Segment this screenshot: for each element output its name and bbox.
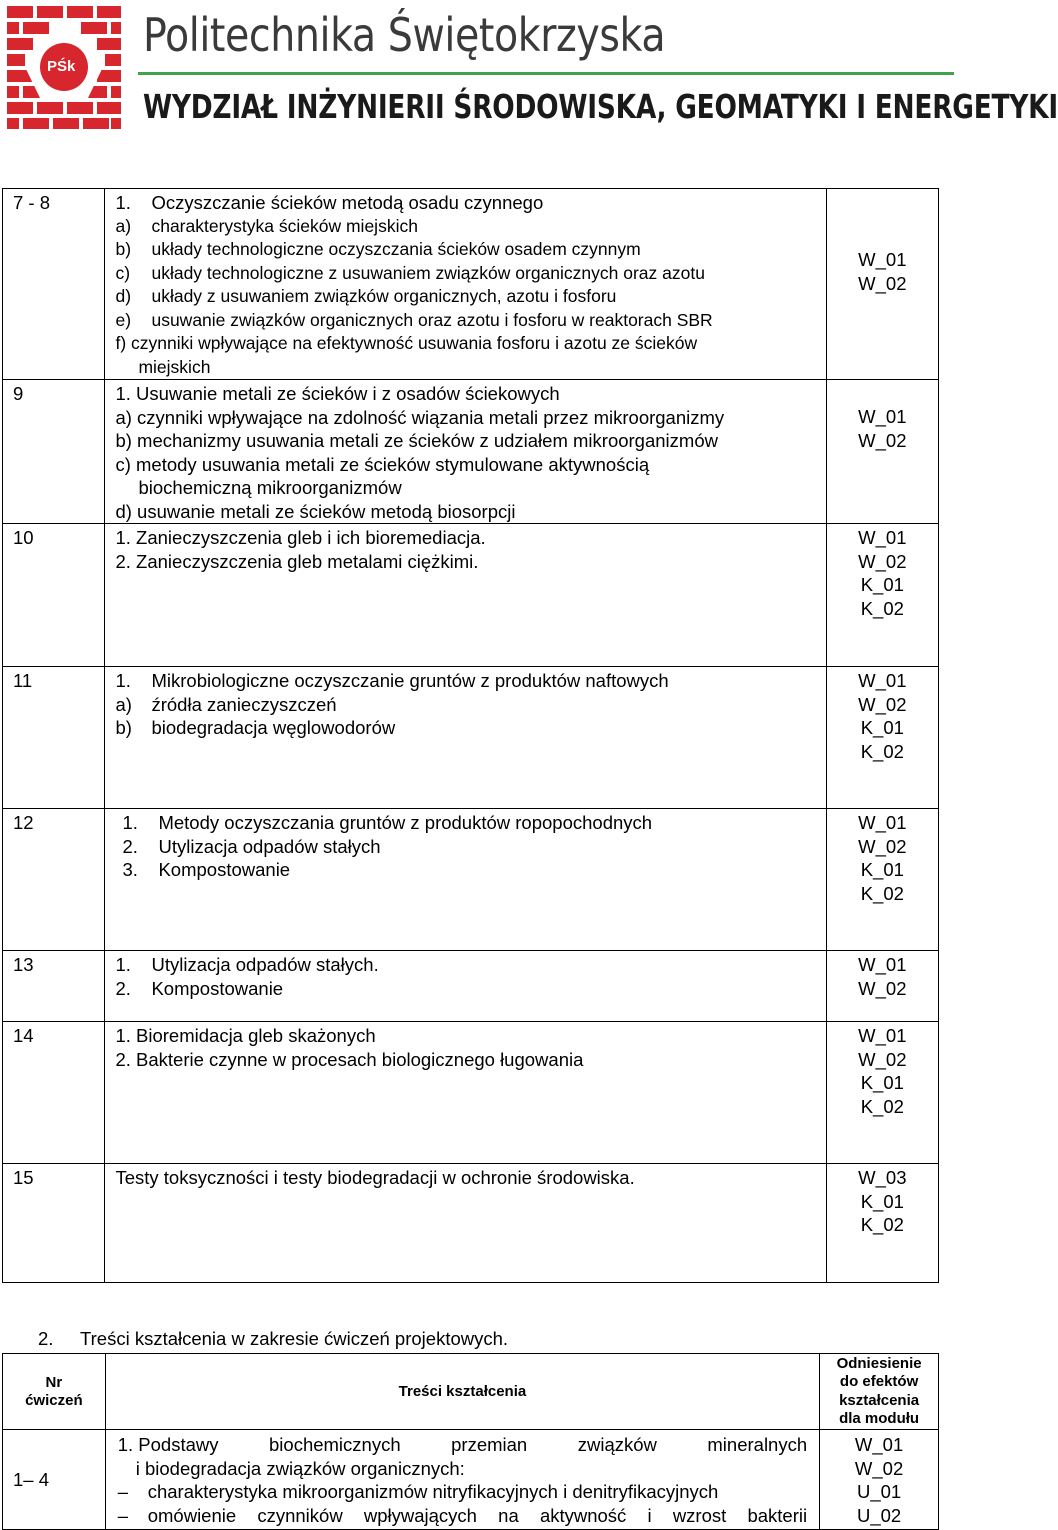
page-header bbox=[0, 0, 1058, 135]
row-number: 13 bbox=[3, 951, 105, 1022]
row-codes: W_01 W_02 K_01 K_02 bbox=[826, 524, 938, 667]
row-content: 1. Mikrobiologiczne oczyszczanie gruntów z produktów naftowych a) źródła zanieczyszczeń b) biodegradacja węglowodorów bbox=[105, 667, 826, 809]
section-title: Treści kształcenia w zakresie ćwiczeń projektowych. bbox=[80, 1328, 509, 1349]
row-content: 1. Oczyszczanie ścieków metodą osadu czynnego a) charakterystyka ścieków miejskich b) układy technologiczne oczyszczania ścieków osadem czynnym c) układy technologiczne z usuwaniem związków organicznych oraz azotu d) układy z usuwaniem związków organicznych, azotu i fosforu e) usuwanie związków organicznych oraz azotu i fosforu w reaktorach SBR f) czynniki wpływające na efektywność usuwania fosforu i azotu ze ścieków miejskich bbox=[105, 189, 826, 380]
table-row bbox=[3, 380, 939, 524]
row-content: Testy toksyczności i testy biodegradacji w ochronie środowiska. bbox=[105, 1164, 826, 1283]
table-row bbox=[3, 1164, 939, 1283]
table-row bbox=[3, 524, 939, 667]
row-content: 1. Metody oczyszczania gruntów z produktów ropopochodnych 2. Utylizacja odpadów stałych 3. Kompostowanie bbox=[105, 809, 826, 951]
university-name: Politechnika Świętokrzyska bbox=[143, 8, 666, 62]
row-content: 1. Zanieczyszczenia gleb i ich bioremediacja. 2. Zanieczyszczenia gleb metalami ciężkimi. bbox=[105, 524, 826, 667]
lecture-content-table bbox=[2, 188, 939, 1283]
row-codes: W_01 W_02 bbox=[826, 951, 938, 1022]
table-row bbox=[3, 951, 939, 1022]
row-content: 1. Utylizacja odpadów stałych. 2. Kompostowanie bbox=[105, 951, 826, 1022]
header-nr: Nr ćwiczeń bbox=[3, 1354, 106, 1430]
row-number: 1– 4 bbox=[3, 1430, 106, 1530]
row-codes: W_01 W_02 K_01 K_02 bbox=[826, 809, 938, 951]
row-codes: W_01 W_02 U_01 U_02 bbox=[820, 1430, 939, 1530]
row-number: 10 bbox=[3, 524, 105, 667]
row-number: 14 bbox=[3, 1022, 105, 1164]
project-content-table bbox=[2, 1353, 939, 1530]
bullet-dash-icon: – bbox=[117, 1504, 129, 1526]
row-codes: W_01 W_02 bbox=[826, 380, 938, 524]
section-number: 2. bbox=[38, 1328, 54, 1349]
table-row bbox=[3, 1022, 939, 1164]
row-content: 1. Usuwanie metali ze ścieków i z osadów ściekowych a) czynniki wpływające na zdolność wiązania metali przez mikroorganizmy b) mechanizmy usuwania metali ze ścieków z udziałem mikroorganizmów c) metody usuwania metali ze ścieków stymulowane aktywnością biochemiczną mikroorganizmów d) usuwanie metali ze ścieków metodą biosorpcji bbox=[105, 380, 826, 524]
logo-text: PŚk bbox=[47, 58, 76, 75]
row-number: 15 bbox=[3, 1164, 105, 1283]
header-divider bbox=[138, 72, 954, 75]
table-row bbox=[3, 809, 939, 951]
row-number: 12 bbox=[3, 809, 105, 951]
table-row bbox=[3, 1430, 939, 1530]
section-heading bbox=[38, 1328, 508, 1350]
faculty-name: WYDZIAŁ INŻYNIERII ŚRODOWISKA, GEOMATYKI I ENERGETYKI bbox=[143, 87, 1058, 126]
row-number: 11 bbox=[3, 667, 105, 809]
row-content: 1. Bioremidacja gleb skażonych 2. Bakterie czynne w procesach biologicznego ługowania bbox=[105, 1022, 826, 1164]
row-number: 9 bbox=[3, 380, 105, 524]
row-number: 7 - 8 bbox=[3, 189, 105, 380]
table-row bbox=[3, 189, 939, 380]
row-codes: W_03 K_01 K_02 bbox=[826, 1164, 938, 1283]
row-codes: W_01 W_02 K_01 K_02 bbox=[826, 1022, 938, 1164]
row-content: 1. Podstawy biochemicznych przemian związków mineralnych i biodegradacja związków organicznych: – charakterystyka mikroorganizmów nitryfikacyjnych i denitryfikacyjnych – omówienie czynników wpływających na aktywność i wzrost bakterii bbox=[105, 1430, 819, 1530]
row-codes: W_01 W_02 K_01 K_02 bbox=[826, 667, 938, 809]
row-codes: W_01 W_02 bbox=[826, 189, 938, 380]
header-reference: Odniesienie do efektów kształcenia dla modułu bbox=[820, 1354, 939, 1430]
header-content: Treści kształcenia bbox=[105, 1354, 819, 1430]
table-header-row bbox=[3, 1354, 939, 1430]
bullet-dash-icon: – bbox=[117, 1481, 129, 1502]
table-row bbox=[3, 667, 939, 809]
